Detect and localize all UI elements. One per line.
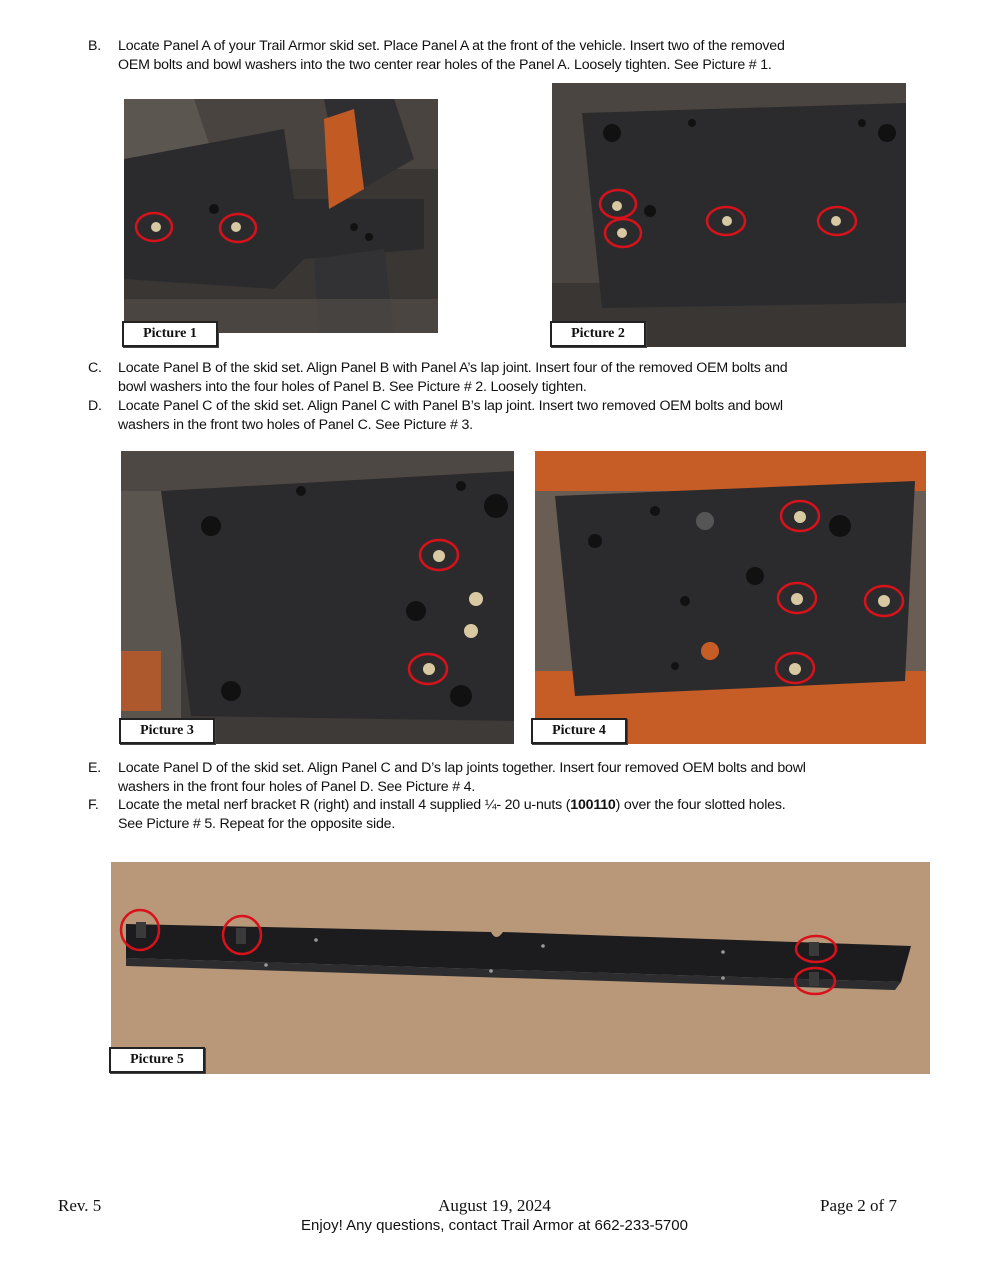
footer-date: August 19, 2024 (438, 1196, 551, 1215)
step-text-line1: Locate Panel B of the skid set. Align Panel B with Panel A’s lap joint. Insert four of the removed OEM bolts and (118, 360, 788, 376)
picture-2-photo (552, 83, 906, 347)
step-text-line2: bowl washers into the four holes of Panel B. See Picture # 2. Loosely tighten. (118, 378, 587, 395)
picture-1-label: Picture 1 (122, 321, 218, 347)
picture-4-label: Picture 4 (531, 718, 627, 744)
step-text-line2: See Picture # 5. Repeat for the opposite side. (118, 815, 396, 832)
step-text-line1: Locate Panel A of your Trail Armor skid set. Place Panel A at the front of the vehicle. Insert two of the removed (118, 38, 785, 54)
part-number: 100110 (570, 797, 616, 813)
step-letter: F. (88, 797, 99, 813)
step-text-line1: Locate Panel C of the skid set. Align Panel C with Panel B’s lap joint. Insert two removed OEM bolts and bowl (118, 398, 783, 414)
picture-3-photo (121, 451, 514, 744)
picture-5-label: Picture 5 (109, 1047, 205, 1073)
step-letter: B. (88, 38, 102, 54)
footer-contact: Enjoy! Any questions, contact Trail Armor at 662-233-5700 (301, 1217, 688, 1234)
footer-revision: Rev. 5 (58, 1196, 102, 1215)
step-text-pre: Locate the metal nerf bracket R (right) and install 4 supplied ¼- 20 u-nuts ( (118, 797, 571, 813)
step-text-line2: washers in the front four holes of Panel D. See Picture # 4. (118, 778, 476, 795)
step-text-line2: OEM bolts and bowl washers into the two center rear holes of the Panel A. Loosely tighten. See Picture # 1. (118, 56, 772, 73)
step-text-line1: Locate Panel D of the skid set. Align Panel C and D’s lap joints together. Insert four removed OEM bolts and bowl (118, 760, 806, 776)
step-text-line1 (118, 796, 785, 815)
step-letter: C. (88, 360, 102, 376)
footer-page-number: Page 2 of 7 (820, 1196, 897, 1215)
picture-1-photo (124, 99, 438, 333)
picture-5-photo (111, 862, 930, 1074)
step-letter: E. (88, 760, 102, 776)
step-letter: D. (88, 398, 102, 414)
step-text-line2: washers in the front two holes of Panel C. See Picture # 3. (118, 416, 473, 433)
picture-2-label: Picture 2 (550, 321, 646, 347)
step-text-post: ) over the four slotted holes. (615, 797, 786, 813)
picture-3-label: Picture 3 (119, 718, 215, 744)
picture-4-photo (535, 451, 926, 744)
